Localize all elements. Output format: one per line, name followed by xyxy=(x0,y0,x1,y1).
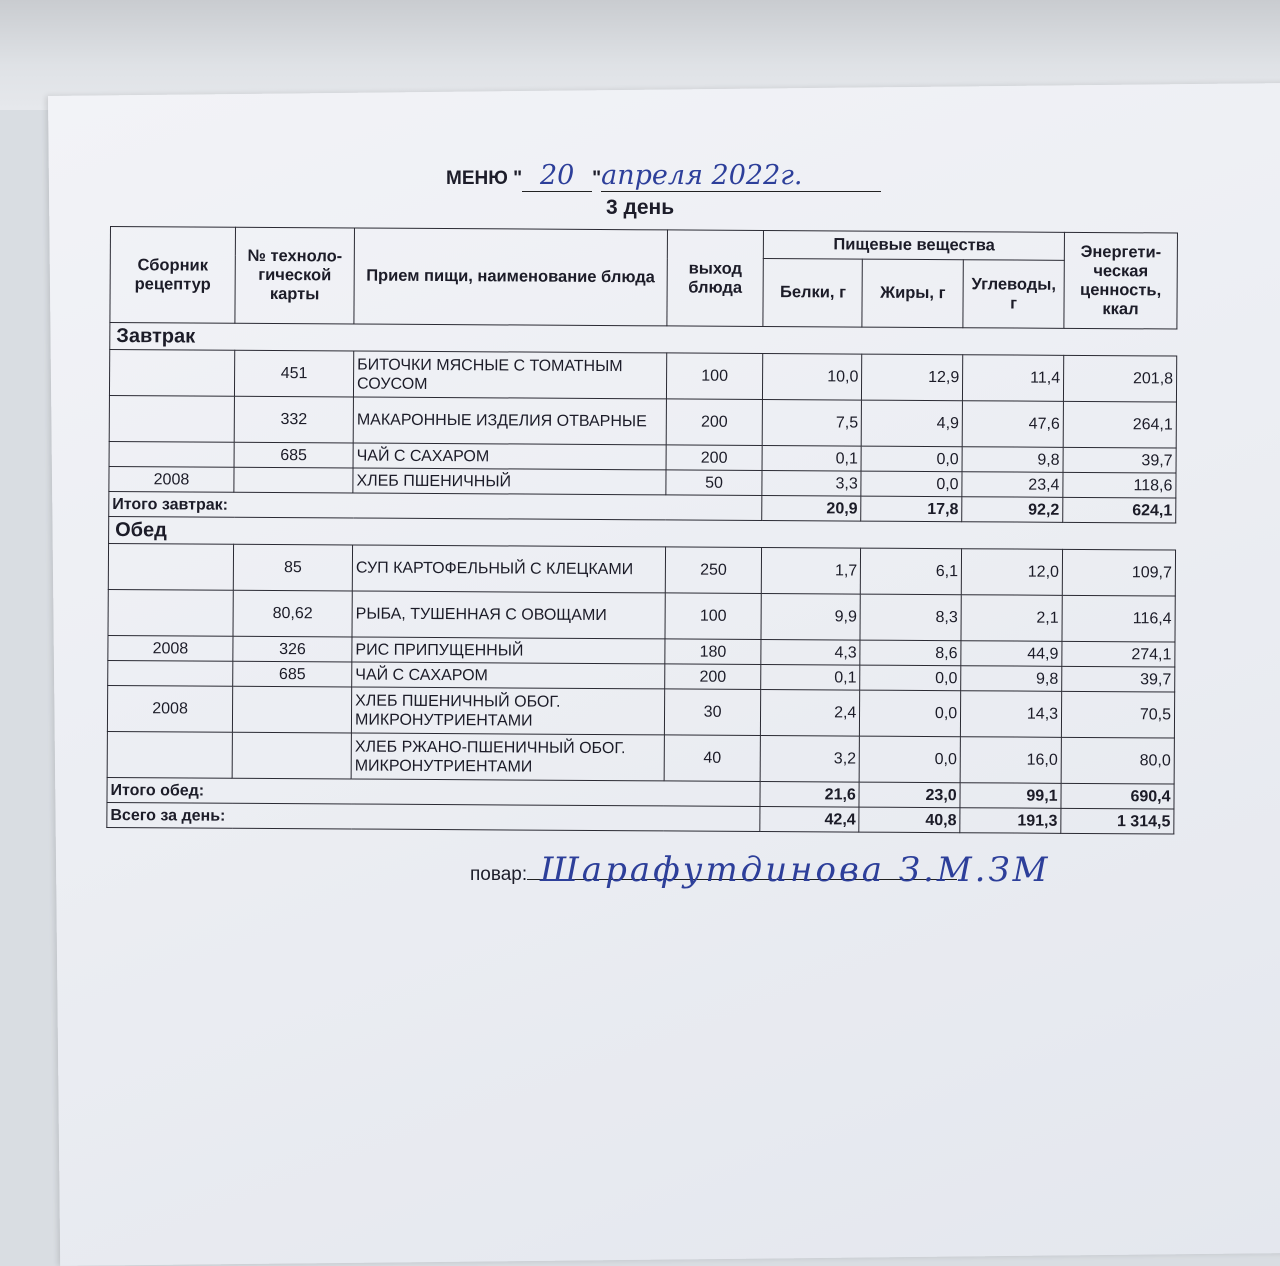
header-fats: Жиры, г xyxy=(862,259,963,328)
table-row: ХЛЕБ РЖАНО-ПШЕНИЧНЫЙ ОБОГ. МИКРОНУТРИЕНТАМИ 40 3,2 0,0 16,0 80,0 xyxy=(107,731,1174,784)
cook-label: повар: xyxy=(470,864,528,885)
header-energy: Энергети-ческая ценность, ккал xyxy=(1064,232,1178,329)
table-row: 2008 ХЛЕБ ПШЕНИЧНЫЙ ОБОГ. МИКРОНУТРИЕНТАМИ 30 2,4 0,0 14,3 70,5 xyxy=(107,685,1174,738)
day-handwritten: 20 xyxy=(522,160,592,192)
day-number: 3 день xyxy=(606,196,675,219)
header-card-number: № техноло-гической карты xyxy=(235,227,355,324)
header-yield: выход блюда xyxy=(667,230,764,327)
table-row: 80,62 РЫБА, ТУШЕННАЯ С ОВОЩАМИ 100 9,9 8,3 2,1 116,4 xyxy=(108,589,1175,642)
table-row: 685 ЧАЙ С САХАРОМ 200 0,1 0,0 9,8 39,7 xyxy=(108,660,1175,692)
table-row: 2008 ХЛЕБ ПШЕНИЧНЫЙ 50 3,3 0,0 23,4 118,6 xyxy=(109,466,1176,498)
table-row: 685 ЧАЙ С САХАРОМ 200 0,1 0,0 9,8 39,7 xyxy=(109,441,1176,473)
table-row: 451 БИТОЧКИ МЯСНЫЕ С ТОМАТНЫМ СОУСОМ 100 10,0 12,9 11,4 201,8 xyxy=(109,350,1176,403)
cook-signature: Шарафутдинова З.М.ЗМ xyxy=(540,850,1051,890)
section-lunch: Обед xyxy=(109,516,1176,550)
header-carbs: Углеводы, г xyxy=(963,260,1064,329)
day-total-row: Всего за день: 42,4 40,8 191,3 1 314,5 xyxy=(107,802,1174,834)
section-breakfast: Завтрак xyxy=(110,323,1177,357)
table-row: 332 МАКАРОННЫЕ ИЗДЕЛИЯ ОТВАРНЫЕ 200 7,5 4,9 47,6 264,1 xyxy=(109,395,1176,448)
header-proteins: Белки, г xyxy=(763,258,862,327)
header-nutrients: Пищевые вещества xyxy=(764,230,1065,260)
lunch-total-row: Итого обед: 21,6 23,0 99,1 690,4 xyxy=(107,777,1174,809)
menu-table xyxy=(106,226,1178,835)
header-dish: Прием пищи, наименование блюда xyxy=(354,228,667,326)
menu-title: МЕНЮ " 20 "апреля 2022г. xyxy=(446,160,881,192)
header-collection: Сборник рецептур xyxy=(110,227,236,324)
table-row: 2008 326 РИС ПРИПУЩЕННЫЙ 180 4,3 8,6 44,9 274,1 xyxy=(108,635,1175,667)
table-row: 85 СУП КАРТОФЕЛЬНЫЙ С КЛЕЦКАМИ 250 1,7 6,1 12,0 109,7 xyxy=(108,543,1175,596)
month-year-handwritten: апреля 2022г. xyxy=(601,160,881,192)
menu-label: МЕНЮ xyxy=(446,168,508,189)
breakfast-total-row: Итого завтрак: 20,9 17,8 92,2 624,1 xyxy=(109,491,1176,523)
